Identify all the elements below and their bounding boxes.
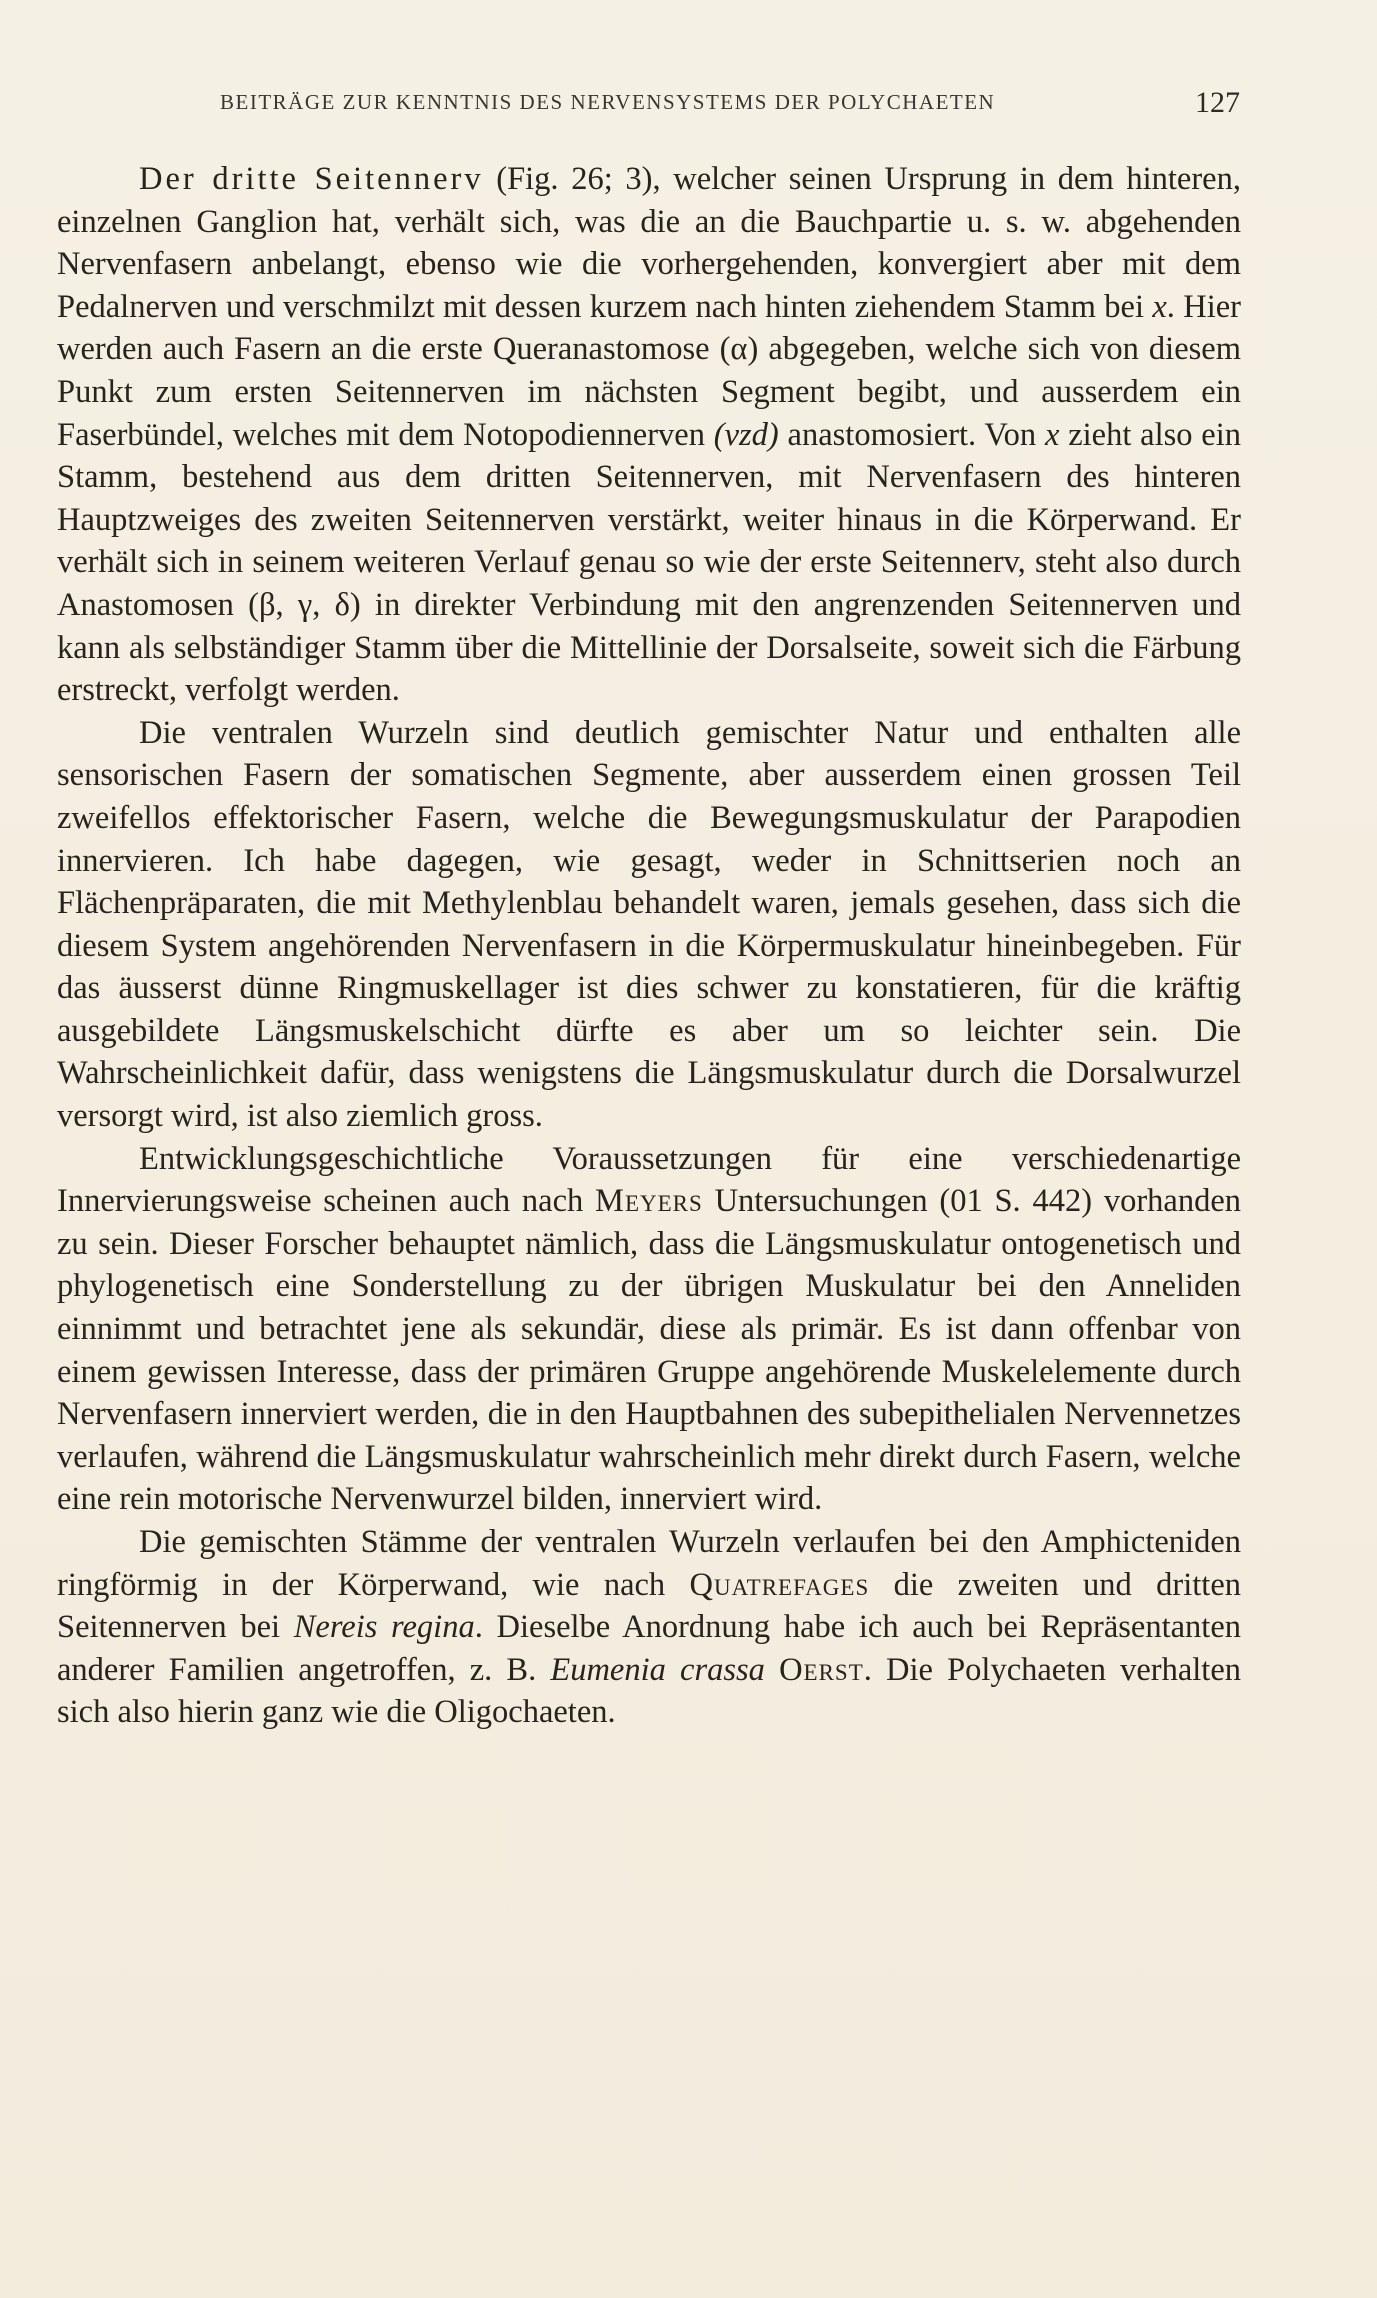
text-segment: Die gemischten Stämme der ventralen Wurzeln verlaufen bei den Amphicteniden ringförmig in der Körperwand, wie nach [57,1524,1241,1603]
text-segment: Die ventralen Wurzeln sind deutlich gemischter Natur und enthalten alle sensorischen Fasern der somatischen Segmente, aber ausserdem einen grossen Teil zweifellos effektorischer Fasern, welche die Bewegungsmuskulatur der Parapodien innervieren. Ich habe dagegen, wie gesagt, weder in Schnittserien noch an Flächenpräparaten, die mit Methylenblau behandelt waren, jemals gesehen, dass sich die diesem System angehörenden Nervenfasern in die Körpermuskulatur hineinbegeben. Für das äusserst dünne Ringmuskellager ist dies schwer zu konstatieren, für die kräftig ausgebildete Längsmuskelschicht dürfte es aber um so leichter sein. Die Wahrscheinlichkeit dafür, dass wenigstens die Längsmuskulatur durch die Dorsalwurzel versorgt wird, ist also ziemlich gross. [57,714,1241,1135]
body-text [57,158,1241,1734]
author-name: Oerst [779,1651,864,1688]
author-name: Meyers [595,1183,703,1220]
paragraph [57,1521,1241,1734]
species-name: Nereis regina [293,1609,475,1646]
paragraph [57,712,1241,1138]
text-segment: Untersuchungen (01 S. 442) vorhanden zu sein. Dieser Forscher behauptet nämlich, dass die Längsmuskulatur ontogenetisch und phylogenetisch eine Sonderstellung zu der übrigen Muskulatur bei den Anneliden einnimmt und betrachtet jene als sekundär, diese als primär. Es ist dann offenbar von einem gewissen Interesse, dass der primären Gruppe angehörende Muskelelemente durch Nervenfasern innerviert werden, die in den Hauptbahnen des subepithelialen Nervennetzes verlaufen, während die Längsmuskulatur wahrscheinlich mehr direkt durch Fasern, welche eine rein motorische Nervenwurzel bilden, innerviert wird. [57,1183,1241,1518]
running-head [60,86,1240,120]
text-segment: . Dieselbe Anordnung habe ich auch bei Repräsentanten anderer Familien angetroffen, z. B. [57,1609,1241,1688]
page-number: 127 [1195,86,1240,119]
text-segment: Entwicklungsgeschichtliche Voraussetzungen für eine verschiedenartige Innervierungsweise scheinen auch nach [57,1140,1241,1220]
author-name: Quatrefages [689,1566,870,1603]
text-segment: x [1152,288,1167,325]
text-segment: die zweiten und dritten Seitennerven bei [57,1566,1241,1646]
text-segment: . Hier werden auch Fasern an die erste Queranastomose (α) abgegeben, welche sich von diesem Punkt zum ersten Seitennerven im nächsten Segment begibt, und ausserdem ein Faserbündel, welches mit dem Notopodiennerven [57,288,1241,453]
text-segment: Der dritte Seitennerv [139,161,484,197]
text-segment: x [1044,416,1060,453]
paragraph [57,158,1241,712]
text-segment [765,1652,779,1688]
species-name: Eumenia crassa [550,1651,765,1688]
text-segment: . Die Polychaeten verhalten sich also hierin ganz wie die Oligochaeten. [57,1651,1241,1731]
text-segment: anastomosiert. Von [778,416,1045,453]
text-segment: (vzd) [713,416,779,453]
text-segment: zieht also ein Stamm, bestehend aus dem dritten Seitennerven, mit Nervenfasern des hinteren Hauptzweiges des zweiten Seitennerven verstärkt, weiter hinaus in die Körperwand. Er verhält sich in seinem weiteren Verlauf genau so wie der erste Seitennerv, steht also durch Anastomosen (β, γ, δ) in direkter Verbindung mit den angrenzenden Seitennerven und kann als selbständiger Stamm über die Mittellinie der Dorsalseite, soweit sich die Färbung erstreckt, verfolgt werden. [57,416,1241,709]
running-title: BEITRÄGE ZUR KENNTNIS DES NERVENSYSTEMS DER POLYCHAETEN [220,90,996,114]
text-segment: (Fig. 26; 3), welcher seinen Ursprung in dem hinteren, einzelnen Ganglion hat, verhält sich, was die an die Bauchpartie u. s. w. abgehenden Nervenfasern anbelangt, ebenso wie die vorhergehenden, konvergiert aber mit dem Pedalnerven und verschmilzt mit dessen kurzem nach hinten ziehendem Stamm bei [57,161,1241,325]
paragraph [57,1138,1241,1521]
